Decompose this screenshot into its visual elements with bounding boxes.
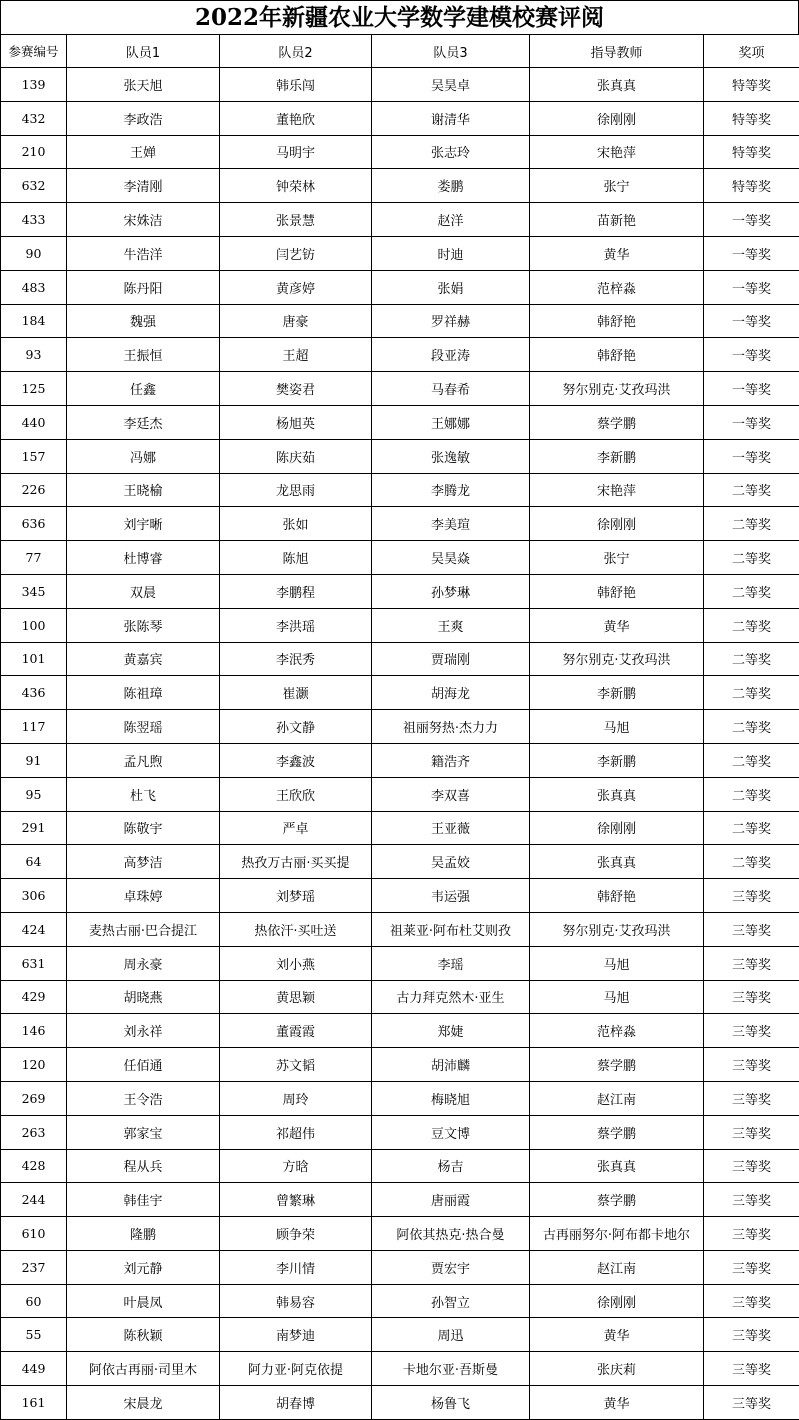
entry-id-cell: 440 bbox=[1, 405, 67, 439]
entry-id-cell: 449 bbox=[1, 1352, 67, 1386]
entry-id-cell: 263 bbox=[1, 1115, 67, 1149]
member-3-cell: 梅晓旭 bbox=[372, 1081, 530, 1115]
member-3-cell: 吴孟姣 bbox=[372, 845, 530, 879]
table-row bbox=[1, 338, 799, 372]
member-3-cell: 孙梦琳 bbox=[372, 574, 530, 608]
advisor-cell: 张真真 bbox=[530, 68, 704, 102]
entry-id-cell: 93 bbox=[1, 338, 67, 372]
member-3-cell: 王娜娜 bbox=[372, 405, 530, 439]
award-cell: 三等奖 bbox=[704, 1217, 799, 1251]
member-1-cell: 陈祖璋 bbox=[67, 676, 220, 710]
member-3-cell: 唐丽霞 bbox=[372, 1183, 530, 1217]
award-cell: 二等奖 bbox=[704, 743, 799, 777]
advisor-cell: 李新鹏 bbox=[530, 676, 704, 710]
advisor-cell: 马旭 bbox=[530, 710, 704, 744]
document-title: 2022年新疆农业大学数学建模校赛评阅 bbox=[0, 0, 799, 34]
entry-id-cell: 95 bbox=[1, 777, 67, 811]
member-3-cell: 吴昊焱 bbox=[372, 541, 530, 575]
award-cell: 一等奖 bbox=[704, 372, 799, 406]
advisor-cell: 蔡学鹏 bbox=[530, 1115, 704, 1149]
member-1-cell: 陈敬宇 bbox=[67, 811, 220, 845]
member-3-cell: 籍浩齐 bbox=[372, 743, 530, 777]
member-3-cell: 阿依其热克·热合曼 bbox=[372, 1217, 530, 1251]
member-3-cell: 李瑶 bbox=[372, 946, 530, 980]
entry-id-cell: 139 bbox=[1, 68, 67, 102]
member-2-cell: 南梦迪 bbox=[220, 1318, 372, 1352]
member-3-cell: 杨吉 bbox=[372, 1149, 530, 1183]
member-1-cell: 李政浩 bbox=[67, 101, 220, 135]
member-2-cell: 李泯秀 bbox=[220, 642, 372, 676]
member-2-cell: 热孜万古丽·买买提 bbox=[220, 845, 372, 879]
advisor-cell: 范梓淼 bbox=[530, 270, 704, 304]
entry-id-cell: 184 bbox=[1, 304, 67, 338]
award-cell: 三等奖 bbox=[704, 1115, 799, 1149]
member-2-cell: 李川情 bbox=[220, 1250, 372, 1284]
entry-id-cell: 244 bbox=[1, 1183, 67, 1217]
member-1-cell: 孟凡煦 bbox=[67, 743, 220, 777]
table-row bbox=[1, 1352, 799, 1386]
member-3-cell: 王亚薇 bbox=[372, 811, 530, 845]
header-member-1: 队员1 bbox=[67, 35, 220, 68]
member-1-cell: 李清刚 bbox=[67, 169, 220, 203]
member-1-cell: 郭家宝 bbox=[67, 1115, 220, 1149]
award-cell: 一等奖 bbox=[704, 338, 799, 372]
advisor-cell: 赵江南 bbox=[530, 1250, 704, 1284]
advisor-cell: 黄华 bbox=[530, 1386, 704, 1420]
member-3-cell: 赵洋 bbox=[372, 203, 530, 237]
award-cell: 三等奖 bbox=[704, 879, 799, 913]
member-3-cell: 罗祥赫 bbox=[372, 304, 530, 338]
table-row bbox=[1, 236, 799, 270]
member-2-cell: 刘梦瑶 bbox=[220, 879, 372, 913]
entry-id-cell: 77 bbox=[1, 541, 67, 575]
table-row bbox=[1, 1217, 799, 1251]
advisor-cell: 蔡学鹏 bbox=[530, 1183, 704, 1217]
member-1-cell: 刘宇晰 bbox=[67, 507, 220, 541]
entry-id-cell: 432 bbox=[1, 101, 67, 135]
member-2-cell: 胡春博 bbox=[220, 1386, 372, 1420]
header-advisor: 指导教师 bbox=[530, 35, 704, 68]
table-row bbox=[1, 879, 799, 913]
member-1-cell: 刘永祥 bbox=[67, 1014, 220, 1048]
entry-id-cell: 226 bbox=[1, 473, 67, 507]
member-3-cell: 王爽 bbox=[372, 608, 530, 642]
advisor-cell: 赵江南 bbox=[530, 1081, 704, 1115]
table-row bbox=[1, 1250, 799, 1284]
award-cell: 特等奖 bbox=[704, 68, 799, 102]
table-row bbox=[1, 68, 799, 102]
entry-id-cell: 100 bbox=[1, 608, 67, 642]
member-3-cell: 李双喜 bbox=[372, 777, 530, 811]
award-cell: 一等奖 bbox=[704, 203, 799, 237]
member-2-cell: 热依汗·买吐送 bbox=[220, 912, 372, 946]
award-cell: 三等奖 bbox=[704, 1352, 799, 1386]
advisor-cell: 努尔别克·艾孜玛洪 bbox=[530, 912, 704, 946]
entry-id-cell: 424 bbox=[1, 912, 67, 946]
table-row bbox=[1, 135, 799, 169]
advisor-cell: 宋艳萍 bbox=[530, 473, 704, 507]
member-1-cell: 冯娜 bbox=[67, 439, 220, 473]
award-cell: 二等奖 bbox=[704, 608, 799, 642]
table-row bbox=[1, 946, 799, 980]
advisor-cell: 韩舒艳 bbox=[530, 338, 704, 372]
entry-id-cell: 90 bbox=[1, 236, 67, 270]
member-1-cell: 胡晓燕 bbox=[67, 980, 220, 1014]
entry-id-cell: 428 bbox=[1, 1149, 67, 1183]
table-row bbox=[1, 304, 799, 338]
table-row bbox=[1, 1386, 799, 1420]
entry-id-cell: 237 bbox=[1, 1250, 67, 1284]
member-1-cell: 魏强 bbox=[67, 304, 220, 338]
advisor-cell: 努尔别克·艾孜玛洪 bbox=[530, 372, 704, 406]
advisor-cell: 黄华 bbox=[530, 1318, 704, 1352]
member-2-cell: 祁超伟 bbox=[220, 1115, 372, 1149]
member-2-cell: 陈旭 bbox=[220, 541, 372, 575]
advisor-cell: 李新鹏 bbox=[530, 439, 704, 473]
member-3-cell: 贾宏宇 bbox=[372, 1250, 530, 1284]
member-3-cell: 时迪 bbox=[372, 236, 530, 270]
award-cell: 一等奖 bbox=[704, 439, 799, 473]
member-1-cell: 王晓榆 bbox=[67, 473, 220, 507]
award-cell: 二等奖 bbox=[704, 811, 799, 845]
member-3-cell: 张志玲 bbox=[372, 135, 530, 169]
member-3-cell: 张逸敏 bbox=[372, 439, 530, 473]
member-2-cell: 黄彦婷 bbox=[220, 270, 372, 304]
member-1-cell: 张陈琴 bbox=[67, 608, 220, 642]
member-2-cell: 钟荣林 bbox=[220, 169, 372, 203]
member-3-cell: 李美瑄 bbox=[372, 507, 530, 541]
member-2-cell: 张景慧 bbox=[220, 203, 372, 237]
member-2-cell: 崔灏 bbox=[220, 676, 372, 710]
entry-id-cell: 436 bbox=[1, 676, 67, 710]
advisor-cell: 古再丽努尔·阿布都卡地尔 bbox=[530, 1217, 704, 1251]
header-entry-id: 参赛编号 bbox=[1, 35, 67, 68]
table-body bbox=[1, 68, 799, 1420]
award-cell: 三等奖 bbox=[704, 912, 799, 946]
member-1-cell: 杜博睿 bbox=[67, 541, 220, 575]
entry-id-cell: 269 bbox=[1, 1081, 67, 1115]
award-cell: 三等奖 bbox=[704, 1318, 799, 1352]
header-member-2: 队员2 bbox=[220, 35, 372, 68]
entry-id-cell: 429 bbox=[1, 980, 67, 1014]
member-2-cell: 马明宇 bbox=[220, 135, 372, 169]
member-2-cell: 严卓 bbox=[220, 811, 372, 845]
table-row bbox=[1, 1284, 799, 1318]
entry-id-cell: 117 bbox=[1, 710, 67, 744]
member-2-cell: 周玲 bbox=[220, 1081, 372, 1115]
entry-id-cell: 345 bbox=[1, 574, 67, 608]
member-2-cell: 王欣欣 bbox=[220, 777, 372, 811]
award-cell: 三等奖 bbox=[704, 980, 799, 1014]
member-1-cell: 高梦洁 bbox=[67, 845, 220, 879]
member-3-cell: 吴昊卓 bbox=[372, 68, 530, 102]
member-1-cell: 牛浩洋 bbox=[67, 236, 220, 270]
table-header-row bbox=[1, 35, 799, 68]
table-row bbox=[1, 541, 799, 575]
table-row bbox=[1, 912, 799, 946]
table-row bbox=[1, 980, 799, 1014]
award-cell: 三等奖 bbox=[704, 1284, 799, 1318]
member-1-cell: 杜飞 bbox=[67, 777, 220, 811]
header-member-3: 队员3 bbox=[372, 35, 530, 68]
table-row bbox=[1, 845, 799, 879]
member-1-cell: 任鑫 bbox=[67, 372, 220, 406]
member-3-cell: 贾瑞刚 bbox=[372, 642, 530, 676]
entry-id-cell: 433 bbox=[1, 203, 67, 237]
member-1-cell: 陈丹阳 bbox=[67, 270, 220, 304]
award-cell: 三等奖 bbox=[704, 1014, 799, 1048]
member-1-cell: 卓珠婷 bbox=[67, 879, 220, 913]
table-row bbox=[1, 507, 799, 541]
award-cell: 一等奖 bbox=[704, 236, 799, 270]
member-2-cell: 李鹏程 bbox=[220, 574, 372, 608]
award-cell: 三等奖 bbox=[704, 1149, 799, 1183]
member-1-cell: 阿依古再丽·司里木 bbox=[67, 1352, 220, 1386]
member-1-cell: 刘元静 bbox=[67, 1250, 220, 1284]
member-2-cell: 王超 bbox=[220, 338, 372, 372]
table-row bbox=[1, 101, 799, 135]
entry-id-cell: 60 bbox=[1, 1284, 67, 1318]
advisor-cell: 努尔别克·艾孜玛洪 bbox=[530, 642, 704, 676]
member-2-cell: 闫艺钫 bbox=[220, 236, 372, 270]
table-row bbox=[1, 372, 799, 406]
award-cell: 三等奖 bbox=[704, 1386, 799, 1420]
member-1-cell: 程从兵 bbox=[67, 1149, 220, 1183]
table-row bbox=[1, 777, 799, 811]
advisor-cell: 徐刚刚 bbox=[530, 101, 704, 135]
member-3-cell: 谢清华 bbox=[372, 101, 530, 135]
member-2-cell: 张如 bbox=[220, 507, 372, 541]
member-1-cell: 任佰通 bbox=[67, 1048, 220, 1082]
entry-id-cell: 146 bbox=[1, 1014, 67, 1048]
advisor-cell: 韩舒艳 bbox=[530, 574, 704, 608]
entry-id-cell: 120 bbox=[1, 1048, 67, 1082]
table-row bbox=[1, 405, 799, 439]
member-1-cell: 韩佳宇 bbox=[67, 1183, 220, 1217]
member-1-cell: 陈翌瑶 bbox=[67, 710, 220, 744]
entry-id-cell: 632 bbox=[1, 169, 67, 203]
advisor-cell: 徐刚刚 bbox=[530, 1284, 704, 1318]
member-2-cell: 李洪瑶 bbox=[220, 608, 372, 642]
advisor-cell: 韩舒艳 bbox=[530, 304, 704, 338]
advisor-cell: 张庆莉 bbox=[530, 1352, 704, 1386]
award-cell: 三等奖 bbox=[704, 1081, 799, 1115]
member-2-cell: 韩乐闯 bbox=[220, 68, 372, 102]
member-1-cell: 张天旭 bbox=[67, 68, 220, 102]
table-row bbox=[1, 473, 799, 507]
advisor-cell: 范梓淼 bbox=[530, 1014, 704, 1048]
advisor-cell: 徐刚刚 bbox=[530, 811, 704, 845]
member-2-cell: 方晗 bbox=[220, 1149, 372, 1183]
member-2-cell: 曾繁琳 bbox=[220, 1183, 372, 1217]
member-1-cell: 黄嘉宾 bbox=[67, 642, 220, 676]
member-2-cell: 顾争荣 bbox=[220, 1217, 372, 1251]
member-2-cell: 唐豪 bbox=[220, 304, 372, 338]
award-cell: 特等奖 bbox=[704, 135, 799, 169]
award-cell: 二等奖 bbox=[704, 541, 799, 575]
award-cell: 一等奖 bbox=[704, 405, 799, 439]
entry-id-cell: 125 bbox=[1, 372, 67, 406]
table-row bbox=[1, 642, 799, 676]
table-row bbox=[1, 1183, 799, 1217]
entry-id-cell: 291 bbox=[1, 811, 67, 845]
award-cell: 三等奖 bbox=[704, 946, 799, 980]
member-1-cell: 宋姝洁 bbox=[67, 203, 220, 237]
advisor-cell: 张真真 bbox=[530, 845, 704, 879]
member-1-cell: 宋晨龙 bbox=[67, 1386, 220, 1420]
entry-id-cell: 636 bbox=[1, 507, 67, 541]
award-cell: 三等奖 bbox=[704, 1183, 799, 1217]
member-1-cell: 王婵 bbox=[67, 135, 220, 169]
advisor-cell: 蔡学鹏 bbox=[530, 1048, 704, 1082]
member-2-cell: 陈庆茹 bbox=[220, 439, 372, 473]
advisor-cell: 黄华 bbox=[530, 608, 704, 642]
header-award: 奖项 bbox=[704, 35, 799, 68]
member-1-cell: 李廷杰 bbox=[67, 405, 220, 439]
award-cell: 三等奖 bbox=[704, 1250, 799, 1284]
table-row bbox=[1, 1149, 799, 1183]
entry-id-cell: 55 bbox=[1, 1318, 67, 1352]
member-2-cell: 李鑫波 bbox=[220, 743, 372, 777]
award-cell: 二等奖 bbox=[704, 473, 799, 507]
member-2-cell: 黄思颖 bbox=[220, 980, 372, 1014]
entry-id-cell: 101 bbox=[1, 642, 67, 676]
member-2-cell: 杨旭英 bbox=[220, 405, 372, 439]
member-3-cell: 段亚涛 bbox=[372, 338, 530, 372]
member-3-cell: 胡海龙 bbox=[372, 676, 530, 710]
advisor-cell: 张宁 bbox=[530, 169, 704, 203]
award-cell: 一等奖 bbox=[704, 270, 799, 304]
table-row bbox=[1, 270, 799, 304]
member-2-cell: 龙思雨 bbox=[220, 473, 372, 507]
entry-id-cell: 64 bbox=[1, 845, 67, 879]
entry-id-cell: 631 bbox=[1, 946, 67, 980]
member-2-cell: 刘小燕 bbox=[220, 946, 372, 980]
table-row bbox=[1, 608, 799, 642]
table-row bbox=[1, 439, 799, 473]
advisor-cell: 张真真 bbox=[530, 777, 704, 811]
member-1-cell: 叶晨凤 bbox=[67, 1284, 220, 1318]
member-3-cell: 豆文博 bbox=[372, 1115, 530, 1149]
award-cell: 二等奖 bbox=[704, 777, 799, 811]
table-row bbox=[1, 811, 799, 845]
member-2-cell: 樊姿君 bbox=[220, 372, 372, 406]
member-3-cell: 古力拜克然木·亚生 bbox=[372, 980, 530, 1014]
member-2-cell: 孙文静 bbox=[220, 710, 372, 744]
award-cell: 二等奖 bbox=[704, 574, 799, 608]
advisor-cell: 马旭 bbox=[530, 946, 704, 980]
table-row bbox=[1, 743, 799, 777]
award-table bbox=[0, 34, 799, 1420]
member-1-cell: 王振恒 bbox=[67, 338, 220, 372]
entry-id-cell: 161 bbox=[1, 1386, 67, 1420]
table-row bbox=[1, 1081, 799, 1115]
award-cell: 三等奖 bbox=[704, 1048, 799, 1082]
member-3-cell: 杨鲁飞 bbox=[372, 1386, 530, 1420]
entry-id-cell: 210 bbox=[1, 135, 67, 169]
entry-id-cell: 483 bbox=[1, 270, 67, 304]
table-row bbox=[1, 676, 799, 710]
award-cell: 特等奖 bbox=[704, 101, 799, 135]
award-cell: 二等奖 bbox=[704, 507, 799, 541]
entry-id-cell: 306 bbox=[1, 879, 67, 913]
member-2-cell: 董霞霞 bbox=[220, 1014, 372, 1048]
advisor-cell: 宋艳萍 bbox=[530, 135, 704, 169]
member-3-cell: 郑婕 bbox=[372, 1014, 530, 1048]
member-2-cell: 阿力亚·阿克依提 bbox=[220, 1352, 372, 1386]
advisor-cell: 黄华 bbox=[530, 236, 704, 270]
advisor-cell: 苗新艳 bbox=[530, 203, 704, 237]
member-1-cell: 王令浩 bbox=[67, 1081, 220, 1115]
member-3-cell: 孙智立 bbox=[372, 1284, 530, 1318]
table-row bbox=[1, 1014, 799, 1048]
advisor-cell: 蔡学鹏 bbox=[530, 405, 704, 439]
member-3-cell: 周迅 bbox=[372, 1318, 530, 1352]
table-row bbox=[1, 1048, 799, 1082]
member-1-cell: 麦热古丽·巴合提江 bbox=[67, 912, 220, 946]
advisor-cell: 徐刚刚 bbox=[530, 507, 704, 541]
advisor-cell: 李新鹏 bbox=[530, 743, 704, 777]
member-2-cell: 董艳欣 bbox=[220, 101, 372, 135]
table-row bbox=[1, 169, 799, 203]
table-row bbox=[1, 1115, 799, 1149]
member-3-cell: 韦运强 bbox=[372, 879, 530, 913]
advisor-cell: 韩舒艳 bbox=[530, 879, 704, 913]
table-row bbox=[1, 710, 799, 744]
award-cell: 二等奖 bbox=[704, 845, 799, 879]
member-3-cell: 马春希 bbox=[372, 372, 530, 406]
member-3-cell: 李腾龙 bbox=[372, 473, 530, 507]
member-3-cell: 张娟 bbox=[372, 270, 530, 304]
member-2-cell: 苏文韬 bbox=[220, 1048, 372, 1082]
award-cell: 二等奖 bbox=[704, 710, 799, 744]
advisor-cell: 马旭 bbox=[530, 980, 704, 1014]
entry-id-cell: 91 bbox=[1, 743, 67, 777]
member-2-cell: 韩易容 bbox=[220, 1284, 372, 1318]
member-1-cell: 双晨 bbox=[67, 574, 220, 608]
member-3-cell: 祖莱亚·阿布杜艾则孜 bbox=[372, 912, 530, 946]
award-cell: 二等奖 bbox=[704, 642, 799, 676]
table-row bbox=[1, 574, 799, 608]
award-cell: 二等奖 bbox=[704, 676, 799, 710]
table-row bbox=[1, 1318, 799, 1352]
advisor-cell: 张宁 bbox=[530, 541, 704, 575]
member-3-cell: 卡地尔亚·吾斯曼 bbox=[372, 1352, 530, 1386]
table-row bbox=[1, 203, 799, 237]
member-3-cell: 娄鹏 bbox=[372, 169, 530, 203]
member-1-cell: 隆鹏 bbox=[67, 1217, 220, 1251]
award-cell: 一等奖 bbox=[704, 304, 799, 338]
member-3-cell: 胡沛麟 bbox=[372, 1048, 530, 1082]
award-cell: 特等奖 bbox=[704, 169, 799, 203]
entry-id-cell: 157 bbox=[1, 439, 67, 473]
member-1-cell: 陈秋颖 bbox=[67, 1318, 220, 1352]
member-3-cell: 祖丽努热·杰力力 bbox=[372, 710, 530, 744]
entry-id-cell: 610 bbox=[1, 1217, 67, 1251]
advisor-cell: 张真真 bbox=[530, 1149, 704, 1183]
member-1-cell: 周永豪 bbox=[67, 946, 220, 980]
